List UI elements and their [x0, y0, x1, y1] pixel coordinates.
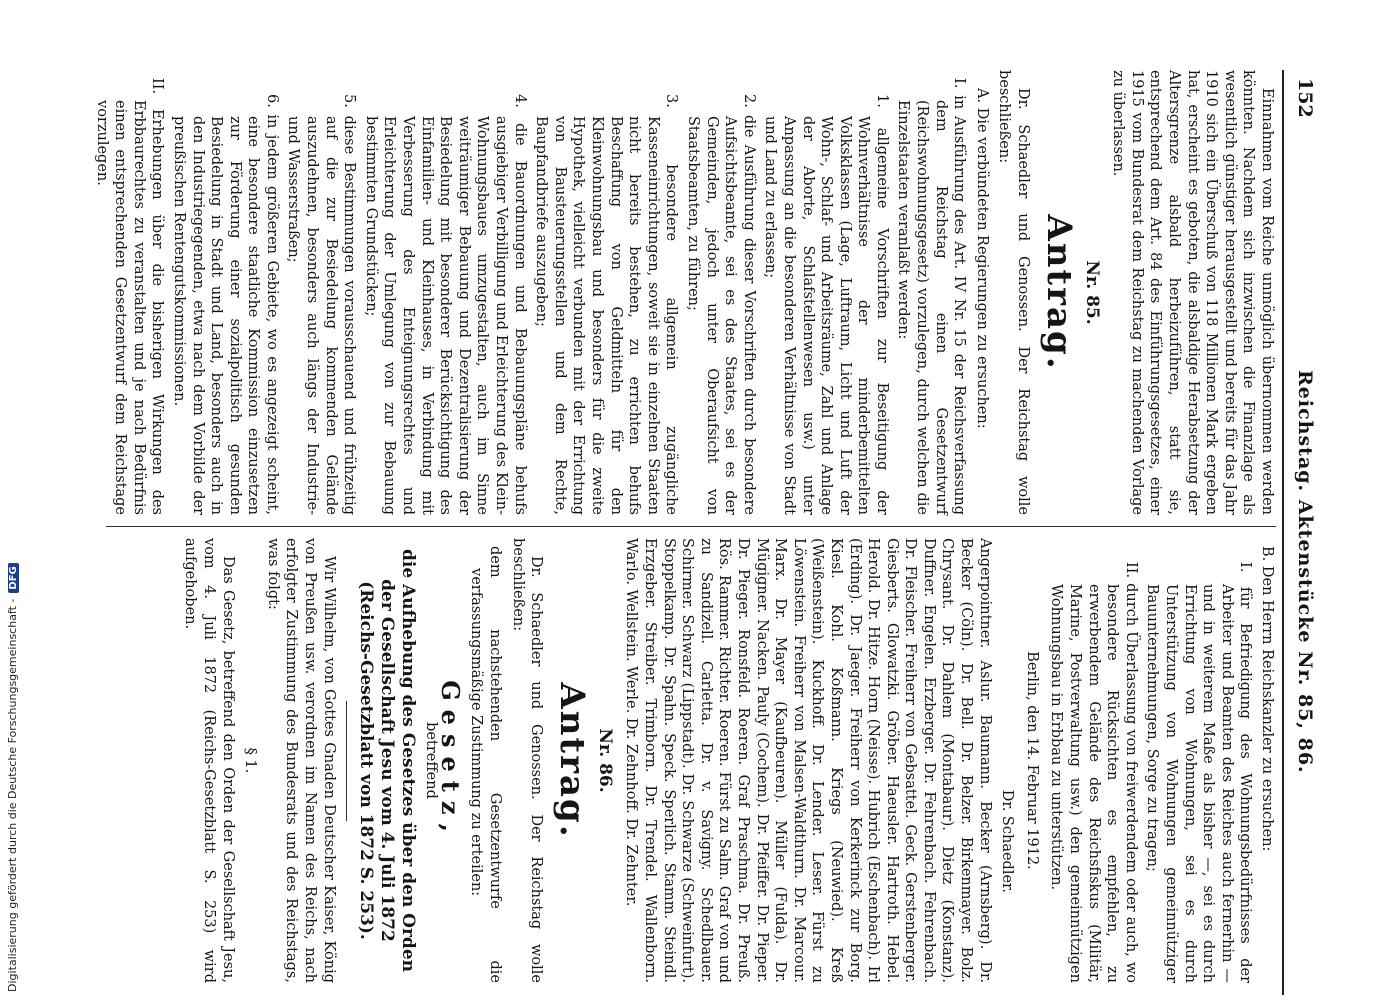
- antrag-86-request: dem nachstehenden Gesetzentwurfe die verfassungsmäßige Zustimmung zu erteilen:: [468, 546, 504, 983]
- sub-item-1: 1. allgemeine Vorschriften zur Beseitigung der Wohnverhältnisse der minderbemittelten Volksklassen (Lage, Luftraum, Licht und Luft der Wohn-, Schlaf- und Arbeitsräume, Zahl und Anlage der Aborte, Schlafstellenwesen usw.) unter Anpassung an die besonderen Verhältnisse von Stadt und Land zu erlassen;: [762, 94, 890, 515]
- law-title: die Aufhebung des Gesetzes über den Orden der Gesellschaft Jesu vom 4. Juli 1872 (Reichs-Gesetzblatt von 1872 S. 253).: [355, 549, 418, 972]
- point-ii: II. Erhebungen über die bisherigen Wirkungen des Erbbaurechtes zu veranstalten und je nach Bedürfnis einen entsprechenden Gesetzentwurf dem Reichstage vorzulegen.: [93, 78, 166, 515]
- antrag-86-opening: Dr. Schaedler und Genossen. Der Reichstag wolle beschließen:: [509, 538, 545, 983]
- divider-rule: [346, 701, 347, 821]
- sub-item-6: 6. in jedem größeren Gebiete, wo es angezeigt scheint, eine besondere staatliche Kommission einzusetzen zur Förderung einer sozialpolitisch gesunden Besiedelung in Stadt und Land, besonders auch in den Industriegegenden, etwa nach dem Vorbilde der preußischen Rentengutskommissionen.: [170, 94, 280, 515]
- running-head: [1282, 70, 1318, 995]
- section-b-point-i: I. für Befriedigung des Wohnungsbedürfnisses der Arbeiter und Beamten des Reiches auch fernerhin — und in weiterem Maße als bisher —, sei es durch Errichtung von Wohnungen, sei es durch Unterstützung von Wohnungen gemeinnütziger Bauunternehmungen, Sorge zu tragen;: [1144, 562, 1254, 983]
- sub-item-4: 4. die Bauordnungen und Bebauungspläne behufs ausgiebiger Verbilligung und Erleichterung des Klein-Wohnungsbaues umzugestalten, auch im Sinne weiträumiger Bebauung und Dezentralisierung der Besiedelung mit besonderer Berücksichtigung des Einfamilien- und Kleinhauses, in Verbindung mit Verbesserung des Enteignungsrechtes und Erleichterung der Umlegung von zur Bebauung bestimmten Grundstücken;: [362, 94, 528, 515]
- right-column: [177, 538, 1276, 983]
- betreffend-line: betreffend: [423, 722, 440, 799]
- document-page: [88, 70, 1318, 995]
- supporters-list: Angerpointner. Aslur. Baumann. Becker (Arnsberg). Dr. Becker (Cöln). Dr. Bell. Dr. Belzer. Birkenmayer. Bolz. Chrysant. Dr. Dahlem (Montabaur). Dietz (Konstanz). Duffner. Engelen. Erzberger. Dr. Fehrenbach. Fehrenbach. Dr. Fleischer. Freiherr von Gebsattel. Geck. Gerstenberger. Giesberts. Glowatzki. Gröber. Haeusler. Hartroth. Hebel. Herold. Dr. Hitze. Horn (Neisse). Hubrich (Eschenbach). Irl (Erding). Dr. Jaeger. Freiherr von Kerkerinck zur Borg. Kiesl. Kohl. Koßmann. Kriegs (Neuwied). Kreß (Weißenstein). Kuckhoff. Dr. Lender. Leser. Fürst zu Löwenstein. Freiherr von Malsen-Waldthurn. Dr. Marcour. Marx. Dr. Mayer (Kaufbeuren). Müller (Fulda). Dr. Mügigner. Nacken. Pauly (Cochem). Dr. Pfeiffer. Dr. Pieper. Dr. Pieger. Ronsfeld. Roeren. Graf Praschma. Dr. Preuß. Rös. Rammer. Richter. Roeren. Fürst zu Salm. Graf von und zu Sandizell. Carletta. Dr. v. Savigny. Schedlbauer. Schirmer. Schwarz (Lippstadt). Dr. Schwarze (Schweinfurt). Stoppelkamp. Dr. Spahn. Speck. Sperlich. Stamm. Steindl. Erzgeber. Streiber. Trimborn. Dr. Trendel. Wallenborn. Warlo. Wellstein. Werle. Dr. Zehnhoff. Dr. Zehnter.: [623, 538, 993, 983]
- date-line: Berlin, den 14. Februar 1912.: [1023, 651, 1040, 870]
- left-column: [89, 70, 1276, 515]
- dfg-logo: DFG: [8, 563, 19, 592]
- gesetz-heading: Gesetz,: [435, 680, 465, 841]
- section-1-text: Das Gesetz, betreffend den Orden der Gesellschaft Jesu, vom 4. Juli 1872 (Reichs-Gesetzblatt S. 253) wird aufgehoben.: [182, 538, 236, 983]
- nr-85-heading: Nr. 85.: [1081, 260, 1102, 325]
- section-a: A. Die verbündeten Regierungen zu ersuchen:: [973, 88, 990, 429]
- antrag-85-heading: Antrag.: [1039, 214, 1080, 371]
- footer-text: Digitalisierung gefördert durch die Deutsche Forschungsgemeinschaft -: [6, 598, 19, 992]
- point-i: I. in Ausführung des Art. IV Nr. 15 der Reichsverfassung dem Reichstag einen Gesetzentwurf (Reichswohnungsgesetz) vorzulegen, durch welchen die Einzelstaaten veranlaßt werden:: [895, 78, 968, 515]
- column-divider: [106, 526, 1276, 527]
- preamble: Wir Wilhelm, von Gottes Gnaden Deutscher Kaiser, König von Preußen usw. verordnen im Namen des Reichs, nach erfolgter Zustimmung des Bundesrats und des Reichstags, was folgt:: [264, 538, 337, 983]
- digitization-footer: [6, 563, 19, 992]
- signer: Dr. Schaedler.: [999, 789, 1016, 893]
- intro-paragraph: Einnahmen vom Reiche unmöglich übernommen werden könnten. Nachdem sich inzwischen die Finanzlage als wesentlich günstiger herausgestellt und bereits für das Jahr 1910 sich ein Überschuß von 118 Millionen Mark ergeben hat, erscheint es geboten, die alsbaldige Herabsetzung der Altersgrenze alsbald herbeizuführen, statt sie, entsprechend dem Art. 84 des Einführungsgesetzes, einer 1915 vom Bundesrat dem Reichstag zu machenden Vorlage zu überlassen.: [1110, 70, 1275, 515]
- section-1-heading: § 1.: [242, 747, 259, 774]
- sub-item-2: 2. die Ausführung dieser Vorschriften durch besondere Aufsichtsbeamte, sei es des Staates, sei es der Gemeinden, jedoch unter Oberaufsicht von Staatsbeamten, zu führen;: [684, 94, 757, 515]
- antrag-86-heading: Antrag.: [552, 682, 593, 839]
- section-b-point-ii: II. durch Überlassung von freiwerdendem oder auch, wo besondere Rücksichten es empfehlen, zu erwerbendem Gelände des Reichsfiskus (Militär, Marine, Postverwaltung usw.) den gemeinnützigen Wohnungsbau in Erbbau zu unterstützen.: [1048, 562, 1139, 983]
- running-head-title: Reichstag. Aktenstücke Nr. 85, 86.: [1294, 370, 1316, 774]
- sub-item-5: 5. diese Bestimmungen vorausschauend und frühzeitig auf die zur Besiedelung kommenden Gelände auszudehnen, besonders auch längs der Industrie- und Wasserstraßen;: [285, 94, 358, 515]
- sub-item-3: 3. besondere allgemein zugängliche Kasseneinrichtungen, soweit sie in einzelnen Staaten nicht bereits bestehen, zu errichten behufs Beschaffung von Geldmitteln für den Kleinwohnungsbau und besonders für die zweite Hypothek, vielleicht verbunden mit der Errichtung von Bausteuerungsstellen und dem Rechte, Baupfandbriefe auszugeben;: [533, 94, 680, 515]
- page-number: 152: [1294, 78, 1316, 118]
- nr-86-heading: Nr. 86.: [594, 728, 615, 793]
- antrag-85-opening: Dr. Schaedler und Genossen. Der Reichstag wolle beschließen:: [996, 70, 1032, 515]
- section-b: B. Den Herrn Reichskanzler zu ersuchen:: [1259, 546, 1275, 852]
